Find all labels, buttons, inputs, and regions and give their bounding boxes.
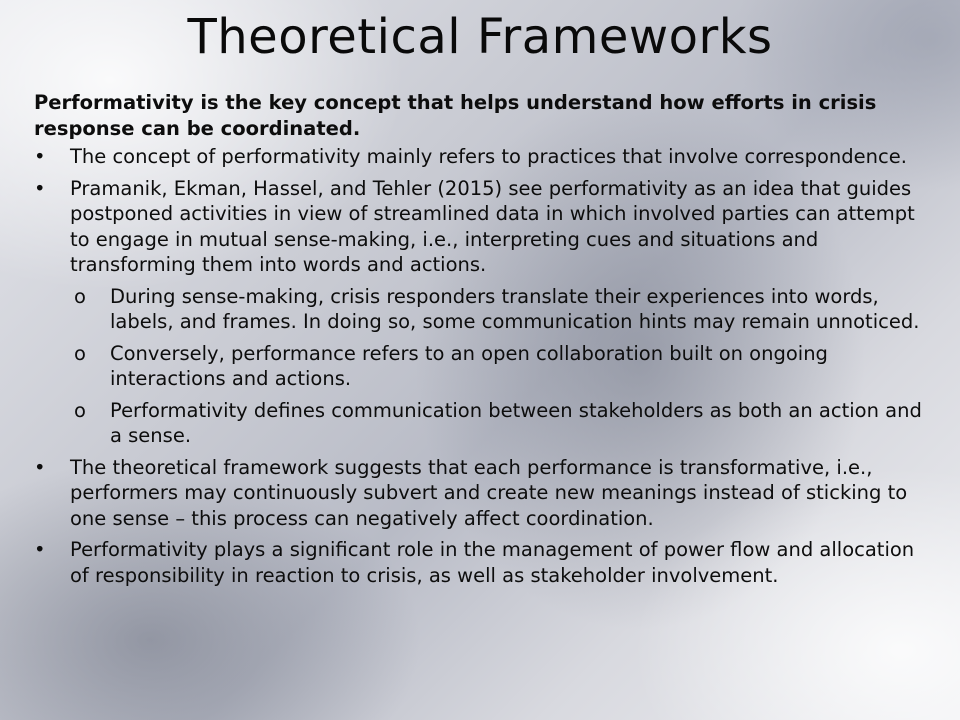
sub-bullet-item bbox=[34, 341, 934, 392]
bullet-marker: • bbox=[34, 455, 46, 479]
sub-bullet-marker: o bbox=[74, 341, 86, 365]
bullet-item bbox=[34, 176, 934, 278]
bullet-text: The concept of performativity mainly refers to practices that involve correspondence. bbox=[70, 145, 907, 168]
sub-bullet-text: Performativity defines communication between stakeholders as both an action and a sense. bbox=[110, 398, 922, 447]
sub-bullet-item bbox=[34, 284, 934, 335]
bullet-text: Performativity plays a significant role in the management of power flow and allocation of responsibility in reaction to crisis, as well as stakeholder involvement. bbox=[70, 538, 915, 587]
bullet-marker: • bbox=[34, 176, 46, 200]
bullet-text: Pramanik, Ekman, Hassel, and Tehler (2015) see performativity as an idea that guides postponed activities in view of streamlined data in which involved parties can attempt to engage in mutual sense-making, i.e., interpreting cues and situations and transforming them into words and actions. bbox=[70, 176, 915, 276]
sub-bullet-item bbox=[34, 398, 934, 449]
lead-statement: Performativity is the key concept that helps understand how efforts in crisis response can be coordinated. bbox=[34, 91, 877, 140]
bullet-text: The theoretical framework suggests that each performance is transformative, i.e., performers may continuously subvert and create new meanings instead of sticking to one sense – this process can negatively affect coordination. bbox=[70, 455, 908, 530]
sub-bullet-marker: o bbox=[74, 284, 86, 308]
bullet-marker: • bbox=[34, 145, 46, 168]
bullet-marker: • bbox=[34, 538, 46, 561]
slide-content bbox=[34, 90, 934, 594]
bullet-item bbox=[34, 537, 934, 588]
sub-bullet-text: During sense-making, crisis responders translate their experiences into words, labels, and frames. In doing so, some communication hints may remain unnoticed. bbox=[110, 284, 920, 333]
sub-bullet-text: Conversely, performance refers to an open collaboration built on ongoing interactions and actions. bbox=[110, 341, 828, 390]
bullet-item bbox=[34, 144, 934, 170]
bullet-item bbox=[34, 455, 934, 532]
sub-bullet-marker: o bbox=[74, 398, 86, 422]
slide-title: Theoretical Frameworks bbox=[187, 9, 773, 65]
